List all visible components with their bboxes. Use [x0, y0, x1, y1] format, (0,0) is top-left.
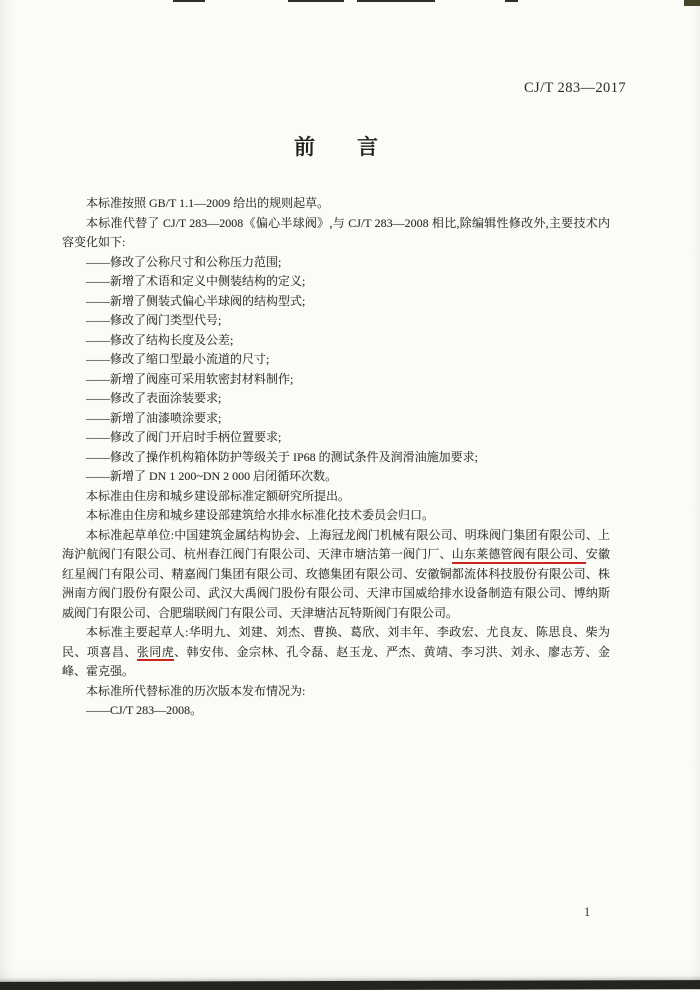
- scan-edge-bottom: [0, 980, 700, 990]
- scan-artifact-top-dash: [505, 0, 518, 2]
- text-segment: ——新增了 DN 1 200~DN 2 000 启闭循环次数。: [86, 469, 338, 483]
- red-underlined-text: 张同虎: [137, 645, 174, 662]
- text-segment: ——修改了操作机构箱体防护等级关于 IP68 的测试条件及润滑油施加要求;: [86, 449, 479, 464]
- paragraph: [62, 623, 610, 682]
- scan-artifact-corner: [684, 0, 700, 6]
- change-list-item: [62, 467, 610, 487]
- text-segment: ——新增了术语和定义中侧装结构的定义;: [86, 274, 306, 288]
- text-segment: 本标准按照 GB/T 1.1—2009 给出的规则起草。: [86, 196, 330, 210]
- paragraph: [62, 506, 610, 526]
- text-segment: ——修改了公称尺寸和公称压力范围;: [86, 254, 282, 269]
- text-segment: 本标准所代替标准的历次版本发布情况为:: [86, 683, 306, 698]
- paragraph: [62, 487, 610, 507]
- page-title-foreword: 前 言: [294, 135, 378, 159]
- change-list-item: [62, 370, 610, 390]
- text-segment: ——修改了阀门开启时手柄位置要求;: [86, 430, 282, 444]
- page-number: 1: [584, 905, 591, 919]
- change-list-item: [62, 389, 610, 409]
- text-segment: ——修改了缩口型最小流道的尺寸;: [86, 352, 270, 366]
- change-list-item: [62, 428, 610, 448]
- paragraph: [62, 682, 610, 702]
- text-segment: 安徽红星阀门有限公司、精嘉阀门集团有限公司、玫德集团有限公司、安徽铜都流体科技股份有限公司、株洲南方阀门股份有限公司、武汉大禹阀门股份有限公司、天津市国威给排水设备制造有限公司、博纳斯威阀门有限公司、合肥瑞联阀门有限公司、天津塘沽瓦特斯阀门有限公司。: [62, 547, 610, 620]
- change-list-item: [62, 350, 610, 370]
- change-list-item: [62, 409, 610, 429]
- text-segment: ——修改了表面涂装要求;: [86, 391, 222, 405]
- paragraph: [62, 214, 610, 253]
- change-list-item: [62, 253, 610, 273]
- standard-code-header: CJ/T 283—2017: [523, 80, 626, 96]
- paragraph: [62, 526, 610, 624]
- text-segment: ——新增了侧装式偏心半球阀的结构型式;: [86, 293, 306, 308]
- text-segment: 本标准起草单位:中国建筑金属结构协会、上海冠龙阀门机械有限公司、明珠阀门集团有限公司、上海沪航阀门有限公司、杭州春江阀门有限公司、天津市塘沽第一阀门厂、: [62, 527, 610, 561]
- change-list-item: [62, 448, 610, 468]
- change-list-item: [62, 292, 610, 312]
- text-segment: ——修改了结构长度及公差;: [86, 332, 234, 347]
- scan-artifact-top-dash: [357, 0, 435, 2]
- text-segment: ——新增了油漆喷涂要求;: [86, 410, 222, 425]
- change-list-item: [62, 311, 610, 331]
- change-list-item: [62, 701, 610, 721]
- text-segment: ——新增了阀座可采用软密封材料制作;: [86, 371, 294, 386]
- scan-artifact-top-dash: [288, 0, 344, 2]
- red-underlined-text: 山东莱德管阀有限公司、: [452, 547, 586, 564]
- text-segment: 本标准代替了 CJ/T 283—2008《偏心半球阀》,与 CJ/T 283—2008 相比,除编辑性修改外,主要技术内容变化如下:: [62, 215, 610, 249]
- document-body: [62, 194, 610, 721]
- change-list-item: [62, 272, 610, 292]
- text-segment: 本标准由住房和城乡建设部建筑给水排水标准化技术委员会归口。: [86, 508, 435, 522]
- scan-artifact-top-dash: [173, 0, 205, 2]
- paragraph: [62, 194, 610, 214]
- text-segment: ——修改了阀门类型代号;: [86, 313, 222, 327]
- text-segment: 本标准主要起草人:华明九、刘建、刘杰、曹换、葛欣、刘丰年、李政宏、尤良友、陈思良、柴为民、项喜昌、: [62, 625, 610, 659]
- text-segment: 、韩安伟、金宗林、孔令磊、赵玉龙、严杰、黄靖、李习洪、刘永、廖志芳、金峰、霍克强。: [62, 644, 610, 678]
- text-segment: ——CJ/T 283—2008。: [86, 703, 203, 717]
- text-segment: 本标准由住房和城乡建设部标准定额研究所提出。: [86, 488, 351, 503]
- change-list-item: [62, 331, 610, 351]
